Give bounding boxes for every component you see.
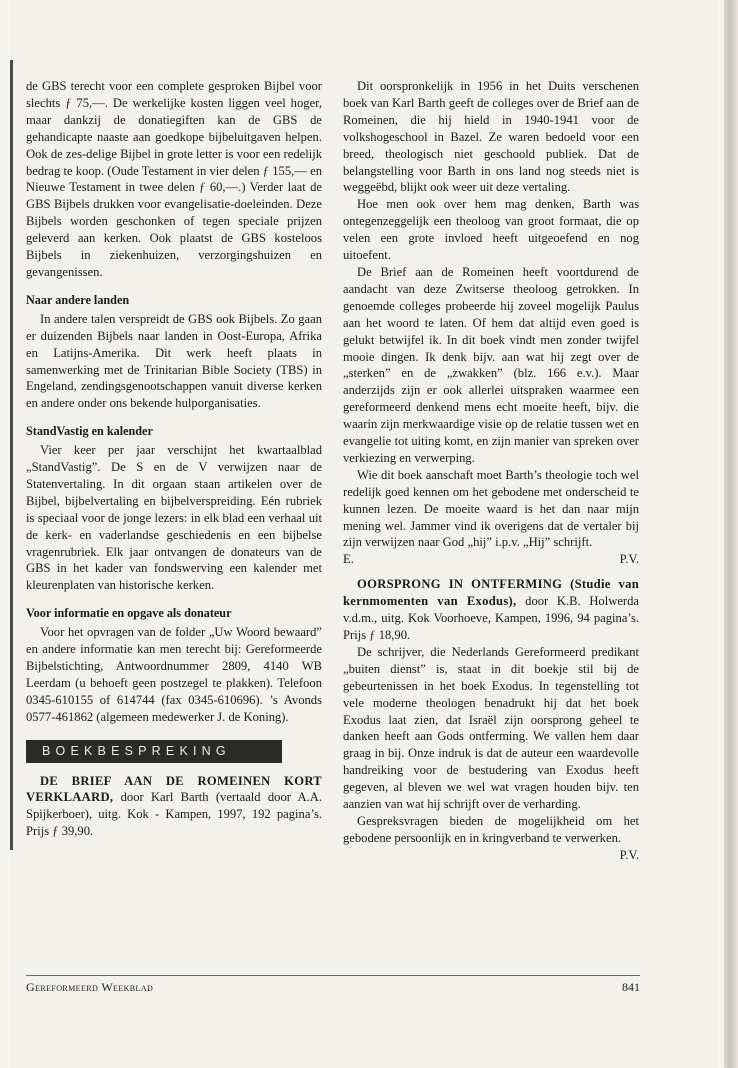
review-heading-romeinen (26, 773, 322, 841)
review-paragraph-2: Hoe men ook over hem mag denken, Barth was ontegenzeggelijk een theoloog van groot formaat, die op velen een grote invloed heeft uitgeoefend en nog uitoefent. (343, 197, 639, 263)
signature-initial: E. (343, 552, 354, 567)
review-title-romeinen: DE BRIEF AAN DE ROMEINEN KORT VERKLAARD, (26, 773, 322, 805)
heading-naar-andere-landen: Naar andere landen (26, 292, 130, 307)
signature-line-1 (343, 551, 639, 568)
paragraph-naar-andere-landen: In andere talen verspreidt de GBS ook Bijbels. Zo gaan er duizenden Bijbels naar landen in Oost-Europa, Afrika en Latijns-Amerika. Dit werk heeft plaats in samenwerking met de Trinitarian Bible Society (TBS) in Engeland, zendingsgenootschappen vanuit diverse kerken en andere onder ons bekende hulporganisaties. (26, 311, 322, 411)
review-paragraph-3: De Brief aan de Romeinen heeft voortdurend de aandacht van deze Zwitserse theoloog getrokken. In genoemde colleges probeerde hij zoveel mogelijk Paulus aan het woord te laten. Of hem dat altijd even goed is gelukt betwijfel ik. In dit boek vindt men zonder twijfel mooie dingen. Ik denk bijv. aan wat hij zegt over de „sterken” en de „zwakken” (blz. 166 e.v.). Maar anderzijds zijn er ook allerlei uitspraken waarmee een gereformeerd denkend mens echt moeite heeft, bijv. die waarin zijn merkwaardige visie op de relatie tussen wet en evangelie tot uiting komt, en zijn manier van spreken over verkiezing en verwerping. (343, 264, 639, 465)
heading-informatie: Voor informatie en opgave als donateur (26, 606, 232, 621)
heading-standvastig: StandVastig en kalender (26, 424, 153, 439)
review-title-exodus: OORSPRONG IN ONTFERMING (Studie van kernmomenten van Exodus), (343, 577, 639, 609)
footer-page-number: 841 (622, 980, 640, 994)
paragraph-informatie: Voor het opvragen van de folder „Uw Woord bewaard” en andere informatie kan men terecht bij: Gereformeerde Bijbelstichting, Antwoordnummer 2809, 4140 WB Leerdam (u behoeft geen postzegel te plakken). Telefoon 0345-610155 of 614744 (fax 0345-610696). ’s Avonds 0577-461862 (algemeen medewerker J. de Koning). (26, 625, 322, 724)
intro-paragraph: de GBS terecht voor een complete gesproken Bijbel voor slechts ƒ 75,—. De werkelijke kosten liggen veel hoger, maar dankzij de donatiegiften kan de GBS de gehandicapte naaste aan goedkope bijbeluitgaven helpen. Ook de zes-delige Bijbel in grote letter is voor een redelijk bedrag te koop. (Oude Testament in vier delen ƒ 155,— en Nieuwe Testament in twee delen ƒ 60,—.) Verder laat de GBS Bijbels drukken voor evangelisatie-doeleinden. Deze Bijbels worden geschonken of tegen speciale prijzen geleverd aan kerken. Ook plaatst de GBS kosteloos Bijbels in ziekenhuizen, verzorgingshuizen en gevangenissen. (26, 79, 322, 279)
review-heading-exodus (343, 576, 639, 644)
right-column (343, 78, 639, 864)
review-paragraph-4: Wie dit boek aanschaft moet Barth’s theologie toch wel redelijk goed kennen om het gebodene met onderscheid te kunnen lezen. De moeite waard is het dan naar mijn mening wel. Jammer vind ik overigens dat de vertaler bij zijn verwijzen naar God „hij” i.p.v. „Hij” schrijft. (343, 467, 639, 550)
review-paragraph-6: Gespreksvragen bieden de mogelijkheid om het gebodene persoonlijk en in kringverband te verwerken. (343, 813, 639, 845)
review-details-exodus: door K.B. Holwerda v.d.m., uitg. Kok Voorhoeve, Kampen, 1996, 94 pagina’s. Prijs ƒ 18,90. (343, 594, 639, 642)
footer-divider (26, 975, 640, 976)
review-paragraph-1: Dit oorspronkelijk in 1956 in het Duits verschenen boek van Karl Barth geeft de colleges over de Brief aan de Romeinen, die hij hield in 1940-1941 voor de volkshogeschool in Bazel. Ze waren bedoeld voor een breed, theologisch niet geschoold publiek. Dat de belangstelling voor Barth in ons land nog steeds niet is weggeëbd, blijkt ook weer uit deze vertaling. (343, 79, 639, 195)
section-banner-boekbespreking: BOEKBESPREKING (26, 740, 282, 763)
signature-author-1: P.V. (619, 552, 639, 567)
page-edge (724, 0, 738, 1068)
paragraph-standvastig: Vier keer per jaar verschijnt het kwartaalblad „StandVastig”. De S en de V verwijzen naar de Statenvertaling. In dit orgaan staan artikelen over de Bijbel, bijbelvertaling en bijbelverspreiding. Eén rubriek is speciaal voor de jonge lezers: in elk blad een verhaal uit de kerk- en vaderlandse geschiedenis en een bijbelse vragenrubriek. Elk jaar ontvangen de donateurs van de GBS in het kader van fondswerving een kalender met kleurenplaten van historische kerken. (26, 443, 322, 593)
footer-publication: Gereformeerd Weekblad (26, 980, 154, 994)
binding-spine (10, 60, 13, 850)
left-column (26, 78, 322, 840)
signature-author-2: P.V. (619, 847, 639, 862)
review-paragraph-5: De schrijver, die Nederlands Gereformeerd predikant „buiten dienst” is, staat in dit boekje stil bij de gebeurtenissen in het boek Exodus. In tegenstelling tot vele moderne theologen benadrukt hij dat het boek Exodus laat zien, dat Israël zijn oorsprong geheel te danken heeft aan Gods ontferming. We vallen hem daar graag in bij. Onze indruk is dat de auteur een waardevolle handreiking voor de bestudering van Exodus heeft gegeven, al bleven we wel wat vragen houden bijv. ten aanzien van wat hij schrijft over de verharding. (343, 644, 639, 812)
review-details-romeinen: door Karl Barth (vertaald door A.A. Spijkerboer), uitg. Kok - Kampen, 1997, 192 pagina’s. Prijs ƒ 39,90. (26, 790, 322, 839)
